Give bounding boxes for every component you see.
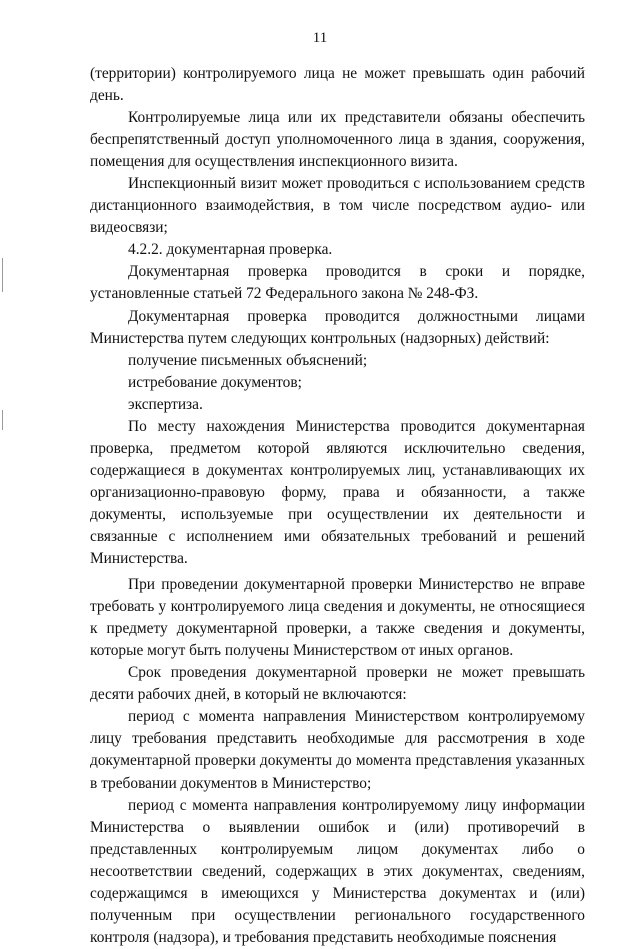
paragraph: При проведении документарной проверки Министерство не вправе требовать у контролируемого лица сведения и документы, не относящиеся к предмету документарной проверки, а также сведения и документы, которые могут быть получены Министерством от иных органов. bbox=[90, 576, 585, 660]
scan-edge-mark bbox=[2, 258, 3, 292]
list-item: получение письменных объяснений; bbox=[128, 351, 368, 369]
section-heading: 4.2.2. документарная проверка. bbox=[128, 241, 333, 259]
page-number: 11 bbox=[312, 30, 328, 46]
list-item: экспертиза. bbox=[128, 395, 203, 413]
paragraph: период с момента направления контролируемому лицу информации Министерства о выявлении ошибок и (или) противоречий в представленных контролируемым лицом документах либо о несоответствии сведений, содержащих в этих документах, сведениям, содержащимся в имеющихся у Министерства документах и (или) полученным при осуществлении регионального государственного контроля (надзора), и требования представить необходимые пояснения bbox=[90, 796, 585, 946]
paragraph: (территории) контролируемого лица не может превышать один рабочий день. bbox=[90, 65, 585, 105]
document-body bbox=[90, 63, 585, 949]
paragraph: По месту нахождения Министерства проводится документарная проверка, предметом которой являются исключительно сведения, содержащиеся в документах контролируемых лиц, устанавливающих их организационно-правовую форму, права и обязанности, а также документы, используемые при осуществлении их деятельности и связанные с исполнением ими обязательных требований и решений Министерства. bbox=[90, 417, 585, 568]
paragraph: Контролируемые лица или их представители обязаны обеспечить беспрепятственный доступ уполномоченного лица в здания, сооружения, помещения для осуществления инспекционного визита. bbox=[90, 109, 585, 171]
list-item: истребование документов; bbox=[128, 373, 302, 391]
scan-edge-mark bbox=[2, 410, 3, 430]
paragraph: Документарная проверка проводится должностными лицами Министерства путем следующих контрольных (надзорных) действий: bbox=[90, 307, 585, 347]
paragraph: Срок проведения документарной проверки не может превышать десяти рабочих дней, в который не включаются: bbox=[90, 664, 585, 704]
paragraph: Документарная проверка проводится в сроки и порядке, установленные статьей 72 Федерального закона № 248-ФЗ. bbox=[90, 263, 585, 303]
paragraph: Инспекционный визит может проводиться с использованием средств дистанционного взаимодействия, в том числе посредством аудио- или видеосвязи; bbox=[90, 175, 585, 237]
paragraph: период с момента направления Министерством контролируемому лицу требования представить необходимые для рассмотрения в ходе документарной проверки документы до момента представления указанных в требовании документов в Министерство; bbox=[90, 708, 585, 792]
